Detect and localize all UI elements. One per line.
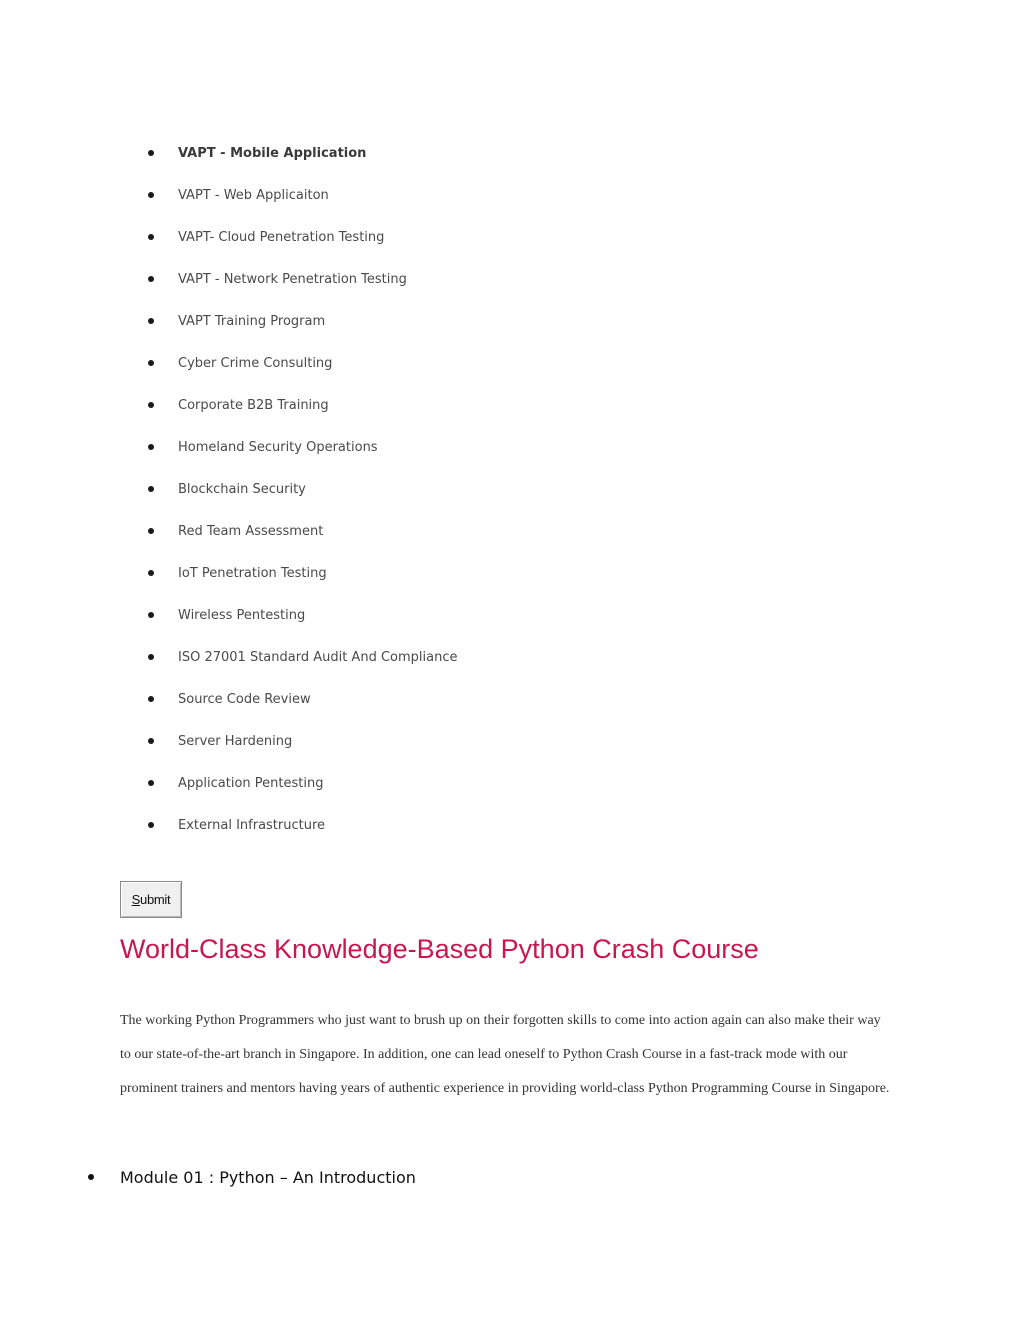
bullet-icon (148, 444, 154, 450)
service-item-vapt-network[interactable] (148, 269, 407, 289)
service-item-label: Red Team Assessment (178, 523, 324, 539)
service-item-label: VAPT Training Program (178, 313, 326, 329)
bullet-icon (148, 234, 154, 240)
bullet-icon (148, 570, 154, 576)
bullet-icon (148, 696, 154, 702)
submit-accelerator: S (131, 892, 141, 907)
submit-button[interactable] (120, 881, 182, 918)
bullet-icon (148, 528, 154, 534)
service-item-vapt-cloud[interactable] (148, 227, 384, 247)
service-item-iot[interactable] (148, 563, 327, 583)
service-item-label: Blockchain Security (178, 481, 306, 497)
service-item-label: Cyber Crime Consulting (178, 355, 333, 371)
service-item-label: VAPT - Web Applicaiton (178, 187, 329, 203)
service-item-label: Wireless Pentesting (178, 607, 306, 623)
submit-label: ubmit (140, 892, 171, 907)
service-item-label: Corporate B2B Training (178, 397, 329, 413)
service-item-label: Homeland Security Operations (178, 439, 378, 455)
service-item-blockchain[interactable] (148, 479, 306, 499)
bullet-icon (148, 360, 154, 366)
bullet-icon (148, 276, 154, 282)
service-item-label: VAPT- Cloud Penetration Testing (178, 229, 385, 245)
page-title: World-Class Knowledge-Based Python Crash Course (120, 934, 759, 964)
bullet-icon (148, 402, 154, 408)
service-item-cyber-crime[interactable] (148, 353, 332, 373)
bullet-icon (148, 612, 154, 618)
bullet-icon (148, 738, 154, 744)
service-item-label: VAPT - Mobile Application (178, 145, 367, 161)
module-list-item[interactable] (88, 1165, 416, 1189)
service-item-source-code-review[interactable] (148, 689, 311, 709)
service-item-corporate-training[interactable] (148, 395, 329, 415)
module-label: Module 01 : Python – An Introduction (120, 1167, 416, 1187)
service-item-label: Server Hardening (178, 733, 293, 749)
bullet-icon (148, 192, 154, 198)
service-item-server-hardening[interactable] (148, 731, 292, 751)
service-item-label: External Infrastructure (178, 817, 326, 833)
service-item-label: ISO 27001 Standard Audit And Compliance (178, 649, 458, 665)
bullet-icon (148, 486, 154, 492)
service-item-label: Application Pentesting (178, 775, 324, 791)
bullet-icon (148, 780, 154, 786)
service-item-label: Source Code Review (178, 691, 311, 707)
service-item-vapt-training[interactable] (148, 311, 325, 331)
service-item-homeland-security[interactable] (148, 437, 378, 457)
service-item-application-pentesting[interactable] (148, 773, 323, 793)
bullet-icon (148, 822, 154, 828)
service-item-red-team[interactable] (148, 521, 323, 541)
bullet-icon (148, 150, 154, 156)
service-item-label: VAPT - Network Penetration Testing (178, 271, 407, 287)
service-item-label: IoT Penetration Testing (178, 565, 327, 581)
service-item-external-infrastructure[interactable] (148, 815, 325, 835)
bullet-icon (148, 654, 154, 660)
bullet-icon (148, 318, 154, 324)
service-item-iso-27001[interactable] (148, 647, 457, 667)
service-item-wireless[interactable] (148, 605, 305, 625)
service-item-vapt-web[interactable] (148, 185, 329, 205)
intro-paragraph: The working Python Programmers who just want to brush up on their forgotten skills to come into action again can also make their way to our state-of-the-art branch in Singapore. In addition, one can lead oneself to Python Crash Course in a fast-track mode with our prominent trainers and mentors having years of authentic experience in providing world-class Python Programming Course in Singapore. (120, 1013, 890, 1096)
service-item-vapt-mobile[interactable] (148, 143, 366, 163)
bullet-icon (88, 1174, 94, 1180)
